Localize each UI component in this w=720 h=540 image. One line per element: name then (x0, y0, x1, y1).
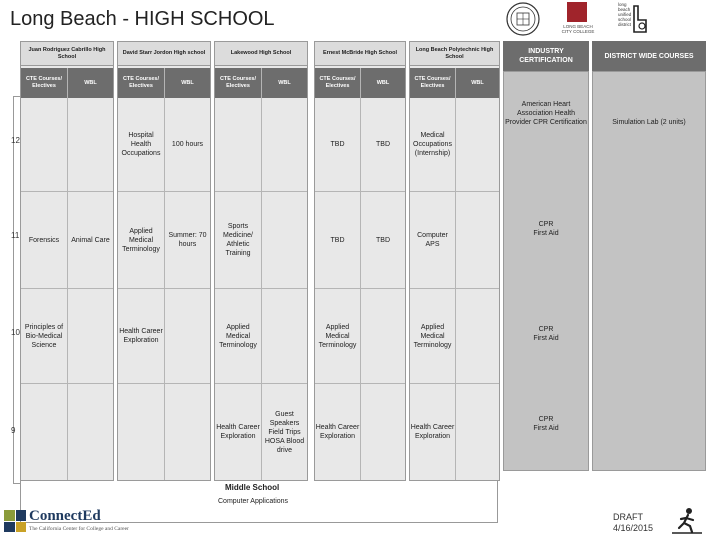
cte-header: CTE Courses/ Electives (315, 68, 360, 98)
cte-header: CTE Courses/ Electives (410, 68, 455, 98)
connected-logo (4, 508, 164, 536)
wbl-cell-11 (456, 192, 499, 288)
district-logo-text: long beach unified school district (618, 2, 632, 27)
industry-cert-column (503, 71, 589, 471)
grade-label-12: 12 (11, 136, 20, 145)
cte-header: CTE Courses/ Electives (118, 68, 164, 98)
wbl-cell-12 (68, 98, 113, 191)
grade-label-10: 10 (11, 328, 20, 337)
cte-cell-9: Health Career Exploration (216, 424, 260, 440)
school-name: Lakewood High School (215, 42, 307, 66)
cte-cell-11: Applied Medical Terminology (122, 227, 160, 253)
connected-brand: ConnectEd (29, 508, 101, 524)
wbl-cell-11: Summer: 70 hours (168, 232, 207, 248)
cte-cell-10: Health Career Exploration (119, 328, 163, 344)
wbl-cell-11: TBD (376, 236, 390, 244)
cte-cell-10: Applied Medical Terminology (318, 323, 357, 349)
wbl-cell-10 (361, 289, 405, 383)
school-column-mcbride (314, 41, 406, 481)
wbl-cell-11: Animal Care (71, 236, 110, 244)
middle-school-title: Middle School (225, 483, 280, 492)
school-column-lakewood (214, 41, 308, 481)
logo-strip (500, 0, 720, 40)
cte-cell-9: Health Career Exploration (410, 424, 455, 440)
wbl-header: WBL (68, 68, 113, 98)
school-column-jordan (117, 41, 211, 481)
cte-cell-11: Sports Medicine/ Athletic Training (223, 223, 253, 257)
wbl-header: WBL (456, 68, 499, 98)
school-seal-icon (506, 2, 540, 36)
wbl-header: WBL (262, 68, 307, 98)
cte-cell-11: Forensics (28, 236, 60, 244)
cte-cell-12: Hospital Health Occupations (121, 132, 161, 157)
wbl-header: WBL (165, 68, 210, 98)
wbl-cell-10 (68, 289, 113, 383)
industry-cert-11: CPR First Aid (533, 221, 559, 237)
school-column-poly (409, 41, 500, 481)
wbl-cell-9: Guest Speakers Field Trips HOSA Blood drive (264, 410, 305, 454)
cte-cell-10: Principles of Bio-Medical Science (24, 323, 64, 349)
draft-label: DRAFT (613, 512, 643, 522)
district-logo (618, 2, 650, 38)
wbl-cell-12 (262, 98, 307, 191)
wbl-cell-12: TBD (376, 141, 390, 148)
connected-mark-icon (4, 510, 26, 532)
grade-label-11: 11 (11, 231, 20, 240)
wbl-cell-10 (165, 289, 210, 383)
wbl-cell-12 (456, 98, 499, 191)
cte-cell-12 (215, 98, 261, 191)
cte-cell-12: Medical Occupations (Internship) (413, 132, 452, 157)
wbl-cell-9 (456, 384, 499, 480)
cte-cell-11: TBD (330, 236, 345, 244)
wbl-cell-11 (262, 192, 307, 288)
wbl-cell-10 (456, 289, 499, 383)
wbl-cell-9 (165, 384, 210, 480)
school-name: David Starr Jordon High school (118, 42, 210, 66)
cte-cell-9 (21, 384, 67, 480)
lbcc-logo (558, 2, 598, 38)
draft-stamp (613, 512, 653, 534)
cte-header: CTE Courses/ Electives (21, 68, 67, 98)
district-courses-header: DISTRICT WIDE COURSES (592, 41, 706, 71)
wbl-cell-9 (68, 384, 113, 480)
cte-cell-12: TBD (330, 141, 345, 148)
lbcc-logo-text: LONG BEACH CITY COLLEGE (561, 24, 595, 34)
cte-cell-9: Health Career Exploration (315, 424, 360, 440)
industry-cert-9: CPR First Aid (533, 416, 559, 432)
grade-label-9: 9 (11, 426, 16, 435)
page-title: Long Beach - HIGH SCHOOL (10, 8, 275, 30)
cte-cell-12 (21, 98, 67, 191)
wbl-cell-9 (361, 384, 405, 480)
cte-cell-10: Applied Medical Terminology (413, 323, 452, 349)
cte-cell-11: Computer APS (417, 232, 448, 248)
district-mark-icon (631, 4, 649, 36)
district-course-12: Simulation Lab (2 units) (612, 119, 686, 126)
wbl-cell-12: 100 hours (171, 141, 204, 148)
school-name: Ernest McBride High School (315, 42, 405, 66)
connected-tagline: The California Center for College and Career (29, 526, 129, 532)
industry-cert-12: American Heart Association Health Provider CPR Certification (505, 101, 587, 126)
lbcc-mark-icon (567, 2, 587, 22)
industry-cert-header: INDUSTRY CERTIFICATION (503, 41, 589, 71)
draft-date: 4/16/2015 (613, 523, 654, 533)
cte-header: CTE Courses/ Electives (215, 68, 261, 98)
school-column-cabrillo (20, 41, 114, 481)
district-courses-column (592, 71, 706, 471)
wbl-header: WBL (361, 68, 405, 98)
runner-icon (672, 506, 702, 536)
school-name: Long Beach Polytechnic High School (410, 42, 499, 66)
cte-cell-10: Applied Medical Terminology (219, 323, 257, 349)
industry-cert-10: CPR First Aid (533, 326, 559, 342)
school-name: Juan Rodriguez Cabrillo High School (21, 42, 113, 66)
wbl-cell-10 (262, 289, 307, 383)
cte-cell-9 (118, 384, 164, 480)
middle-school-course: Computer Applications (218, 498, 289, 505)
